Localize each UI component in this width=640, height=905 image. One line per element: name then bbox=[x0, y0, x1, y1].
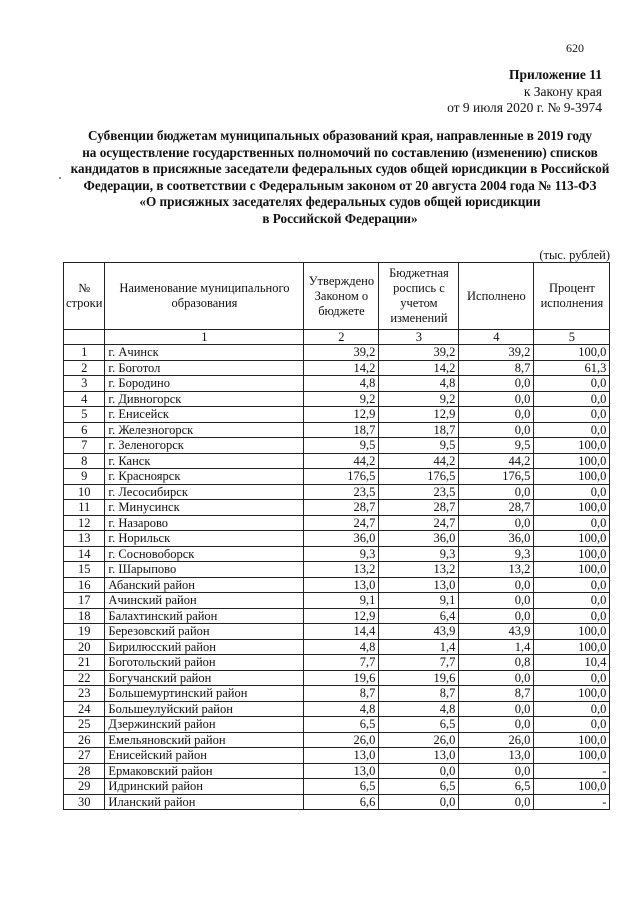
row-number: 9 bbox=[64, 469, 105, 485]
row-number: 14 bbox=[64, 546, 105, 562]
header-municipality: Наименование муниципального образования bbox=[105, 263, 304, 330]
municipality-name: г. Зеленогорск bbox=[105, 438, 304, 454]
municipality-name: г. Бородино bbox=[105, 376, 304, 392]
approved-amount: 4,8 bbox=[304, 701, 379, 717]
executed-amount: 0,0 bbox=[459, 717, 534, 733]
revised-amount: 24,7 bbox=[379, 515, 459, 531]
municipality-name: г. Норильск bbox=[105, 531, 304, 547]
row-number: 25 bbox=[64, 717, 105, 733]
column-number bbox=[64, 330, 105, 345]
municipality-name: Иланский район bbox=[105, 794, 304, 810]
approved-amount: 12,9 bbox=[304, 407, 379, 423]
executed-amount: 0,0 bbox=[459, 794, 534, 810]
executed-amount: 0,0 bbox=[459, 763, 534, 779]
row-number: 28 bbox=[64, 763, 105, 779]
execution-percent: 100,0 bbox=[534, 624, 610, 640]
municipality-name: г. Ачинск bbox=[105, 345, 304, 361]
revised-amount: 4,8 bbox=[379, 376, 459, 392]
municipality-name: Большемуртинский район bbox=[105, 686, 304, 702]
execution-percent: 100,0 bbox=[534, 453, 610, 469]
revised-amount: 6,4 bbox=[379, 608, 459, 624]
approved-amount: 13,0 bbox=[304, 577, 379, 593]
approved-amount: 9,2 bbox=[304, 391, 379, 407]
executed-amount: 6,5 bbox=[459, 779, 534, 795]
municipality-name: г. Шарыпово bbox=[105, 562, 304, 578]
approved-amount: 12,9 bbox=[304, 608, 379, 624]
row-number: 17 bbox=[64, 593, 105, 609]
execution-percent: 10,4 bbox=[534, 655, 610, 671]
row-number: 19 bbox=[64, 624, 105, 640]
approved-amount: 13,0 bbox=[304, 748, 379, 764]
revised-amount: 23,5 bbox=[379, 484, 459, 500]
row-number: 15 bbox=[64, 562, 105, 578]
municipality-name: Енисейский район bbox=[105, 748, 304, 764]
executed-amount: 8,7 bbox=[459, 686, 534, 702]
table-row bbox=[64, 345, 610, 361]
revised-amount: 28,7 bbox=[379, 500, 459, 516]
revised-amount: 13,0 bbox=[379, 577, 459, 593]
revised-amount: 13,0 bbox=[379, 748, 459, 764]
table-row bbox=[64, 779, 610, 795]
header-executed: Исполнено bbox=[459, 263, 534, 330]
page-number: 620 bbox=[566, 41, 584, 55]
executed-amount: 1,4 bbox=[459, 639, 534, 655]
header-approved: Утверждено Законом о бюджете bbox=[304, 263, 379, 330]
approved-amount: 4,8 bbox=[304, 376, 379, 392]
revised-amount: 12,9 bbox=[379, 407, 459, 423]
execution-percent: - bbox=[534, 794, 610, 810]
revised-amount: 39,2 bbox=[379, 345, 459, 361]
appendix-block bbox=[447, 67, 602, 117]
execution-percent: 0,0 bbox=[534, 717, 610, 733]
table-row bbox=[64, 763, 610, 779]
revised-amount: 0,0 bbox=[379, 794, 459, 810]
executed-amount: 0,0 bbox=[459, 701, 534, 717]
subventions-table bbox=[63, 262, 610, 810]
table-row bbox=[64, 438, 610, 454]
approved-amount: 36,0 bbox=[304, 531, 379, 547]
title-line: на осуществление государственных полномочий по составлению (изменению) списков bbox=[82, 144, 598, 160]
execution-percent: 0,0 bbox=[534, 593, 610, 609]
table-row bbox=[64, 531, 610, 547]
revised-amount: 43,9 bbox=[379, 624, 459, 640]
approved-amount: 19,6 bbox=[304, 670, 379, 686]
execution-percent: 0,0 bbox=[534, 484, 610, 500]
municipality-name: Дзержинский район bbox=[105, 717, 304, 733]
appendix-title: Приложение 11 bbox=[508, 67, 602, 82]
executed-amount: 0,0 bbox=[459, 391, 534, 407]
municipality-name: Идринский район bbox=[105, 779, 304, 795]
approved-amount: 23,5 bbox=[304, 484, 379, 500]
table-row bbox=[64, 608, 610, 624]
executed-amount: 0,0 bbox=[459, 577, 534, 593]
table-row bbox=[64, 407, 610, 423]
revised-amount: 26,0 bbox=[379, 732, 459, 748]
execution-percent: 100,0 bbox=[534, 345, 610, 361]
table-row bbox=[64, 686, 610, 702]
row-number: 12 bbox=[64, 515, 105, 531]
table-body bbox=[64, 345, 610, 810]
approved-amount: 14,4 bbox=[304, 624, 379, 640]
executed-amount: 176,5 bbox=[459, 469, 534, 485]
table-row bbox=[64, 717, 610, 733]
approved-amount: 28,7 bbox=[304, 500, 379, 516]
execution-percent: 100,0 bbox=[534, 639, 610, 655]
table-header-row bbox=[64, 263, 610, 330]
revised-amount: 0,0 bbox=[379, 763, 459, 779]
execution-percent: 100,0 bbox=[534, 500, 610, 516]
execution-percent: 0,0 bbox=[534, 701, 610, 717]
executed-amount: 39,2 bbox=[459, 345, 534, 361]
table-row bbox=[64, 515, 610, 531]
column-number: 3 bbox=[379, 330, 459, 345]
title-line: Субвенции бюджетам муниципальных образований края, направленные в 2019 году bbox=[88, 128, 592, 143]
execution-percent: 100,0 bbox=[534, 438, 610, 454]
approved-amount: 39,2 bbox=[304, 345, 379, 361]
title-line: Федерации, в соответствии с Федеральным законом от 20 августа 2004 года № 113-ФЗ bbox=[83, 177, 597, 193]
revised-amount: 176,5 bbox=[379, 469, 459, 485]
revised-amount: 36,0 bbox=[379, 531, 459, 547]
municipality-name: Богучанский район bbox=[105, 670, 304, 686]
table-row bbox=[64, 546, 610, 562]
revised-amount: 9,3 bbox=[379, 546, 459, 562]
revised-amount: 18,7 bbox=[379, 422, 459, 438]
revised-amount: 13,2 bbox=[379, 562, 459, 578]
municipality-name: г. Минусинск bbox=[105, 500, 304, 516]
table-row bbox=[64, 701, 610, 717]
approved-amount: 9,3 bbox=[304, 546, 379, 562]
execution-percent: 100,0 bbox=[534, 469, 610, 485]
revised-amount: 6,5 bbox=[379, 779, 459, 795]
row-number: 27 bbox=[64, 748, 105, 764]
approved-amount: 24,7 bbox=[304, 515, 379, 531]
execution-percent: 0,0 bbox=[534, 577, 610, 593]
column-number: 2 bbox=[304, 330, 379, 345]
revised-amount: 9,2 bbox=[379, 391, 459, 407]
execution-percent: 0,0 bbox=[534, 515, 610, 531]
row-number: 23 bbox=[64, 686, 105, 702]
approved-amount: 6,5 bbox=[304, 717, 379, 733]
column-number: 4 bbox=[459, 330, 534, 345]
table-row bbox=[64, 794, 610, 810]
row-number: 16 bbox=[64, 577, 105, 593]
table-row bbox=[64, 484, 610, 500]
approved-amount: 9,1 bbox=[304, 593, 379, 609]
municipality-name: г. Железногорск bbox=[105, 422, 304, 438]
approved-amount: 176,5 bbox=[304, 469, 379, 485]
table-row bbox=[64, 577, 610, 593]
row-number: 30 bbox=[64, 794, 105, 810]
table-row bbox=[64, 360, 610, 376]
table-row bbox=[64, 639, 610, 655]
approved-amount: 13,0 bbox=[304, 763, 379, 779]
approved-amount: 26,0 bbox=[304, 732, 379, 748]
row-number: 6 bbox=[64, 422, 105, 438]
document-title bbox=[60, 128, 620, 228]
approved-amount: 7,7 bbox=[304, 655, 379, 671]
execution-percent: 0,0 bbox=[534, 422, 610, 438]
municipality-name: г. Красноярск bbox=[105, 469, 304, 485]
row-number: 7 bbox=[64, 438, 105, 454]
row-number: 24 bbox=[64, 701, 105, 717]
execution-percent: 0,0 bbox=[534, 376, 610, 392]
approved-amount: 18,7 bbox=[304, 422, 379, 438]
execution-percent: 100,0 bbox=[534, 748, 610, 764]
executed-amount: 0,0 bbox=[459, 608, 534, 624]
executed-amount: 0,0 bbox=[459, 484, 534, 500]
municipality-name: Ермаковский район bbox=[105, 763, 304, 779]
header-percent: Процент исполнения bbox=[534, 263, 610, 330]
table-row bbox=[64, 670, 610, 686]
execution-percent: - bbox=[534, 763, 610, 779]
municipality-name: Большеулуйский район bbox=[105, 701, 304, 717]
row-number: 22 bbox=[64, 670, 105, 686]
row-number: 4 bbox=[64, 391, 105, 407]
executed-amount: 0,0 bbox=[459, 407, 534, 423]
approved-amount: 8,7 bbox=[304, 686, 379, 702]
table-row bbox=[64, 593, 610, 609]
executed-amount: 8,7 bbox=[459, 360, 534, 376]
executed-amount: 0,0 bbox=[459, 670, 534, 686]
revised-amount: 19,6 bbox=[379, 670, 459, 686]
table-row bbox=[64, 469, 610, 485]
municipality-name: Ачинский район bbox=[105, 593, 304, 609]
row-number: 1 bbox=[64, 345, 105, 361]
executed-amount: 13,2 bbox=[459, 562, 534, 578]
execution-percent: 100,0 bbox=[534, 562, 610, 578]
row-number: 13 bbox=[64, 531, 105, 547]
executed-amount: 0,0 bbox=[459, 376, 534, 392]
execution-percent: 100,0 bbox=[534, 779, 610, 795]
municipality-name: г. Лесосибирск bbox=[105, 484, 304, 500]
row-number: 2 bbox=[64, 360, 105, 376]
row-number: 3 bbox=[64, 376, 105, 392]
row-number: 11 bbox=[64, 500, 105, 516]
approved-amount: 9,5 bbox=[304, 438, 379, 454]
execution-percent: 0,0 bbox=[534, 391, 610, 407]
executed-amount: 0,0 bbox=[459, 593, 534, 609]
executed-amount: 9,3 bbox=[459, 546, 534, 562]
column-number: 1 bbox=[105, 330, 304, 345]
execution-percent: 0,0 bbox=[534, 670, 610, 686]
row-number: 29 bbox=[64, 779, 105, 795]
municipality-name: г. Назарово bbox=[105, 515, 304, 531]
revised-amount: 9,1 bbox=[379, 593, 459, 609]
row-number: 10 bbox=[64, 484, 105, 500]
revised-amount: 44,2 bbox=[379, 453, 459, 469]
revised-amount: 7,7 bbox=[379, 655, 459, 671]
table-row bbox=[64, 655, 610, 671]
row-number: 20 bbox=[64, 639, 105, 655]
revised-amount: 9,5 bbox=[379, 438, 459, 454]
table-row bbox=[64, 500, 610, 516]
header-row-number: № строки bbox=[64, 263, 105, 330]
municipality-name: г. Дивногорск bbox=[105, 391, 304, 407]
municipality-name: Березовский район bbox=[105, 624, 304, 640]
table-row bbox=[64, 391, 610, 407]
execution-percent: 100,0 bbox=[534, 732, 610, 748]
execution-percent: 100,0 bbox=[534, 686, 610, 702]
revised-amount: 8,7 bbox=[379, 686, 459, 702]
execution-percent: 100,0 bbox=[534, 546, 610, 562]
row-number: 8 bbox=[64, 453, 105, 469]
executed-amount: 0,0 bbox=[459, 422, 534, 438]
executed-amount: 28,7 bbox=[459, 500, 534, 516]
approved-amount: 6,5 bbox=[304, 779, 379, 795]
revised-amount: 14,2 bbox=[379, 360, 459, 376]
execution-percent: 61,3 bbox=[534, 360, 610, 376]
appendix-date-number: от 9 июля 2020 г. № 9-3974 bbox=[447, 100, 602, 115]
executed-amount: 9,5 bbox=[459, 438, 534, 454]
approved-amount: 4,8 bbox=[304, 639, 379, 655]
executed-amount: 26,0 bbox=[459, 732, 534, 748]
municipality-name: Емельяновский район bbox=[105, 732, 304, 748]
revised-amount: 6,5 bbox=[379, 717, 459, 733]
execution-percent: 100,0 bbox=[534, 531, 610, 547]
executed-amount: 36,0 bbox=[459, 531, 534, 547]
municipality-name: Бирилюсский район bbox=[105, 639, 304, 655]
row-number: 21 bbox=[64, 655, 105, 671]
revised-amount: 4,8 bbox=[379, 701, 459, 717]
table-row bbox=[64, 748, 610, 764]
table-row bbox=[64, 624, 610, 640]
municipality-name: Боготольский район bbox=[105, 655, 304, 671]
row-number: 5 bbox=[64, 407, 105, 423]
approved-amount: 14,2 bbox=[304, 360, 379, 376]
approved-amount: 13,2 bbox=[304, 562, 379, 578]
title-line: в Российской Федерации» bbox=[262, 210, 418, 226]
table-row bbox=[64, 376, 610, 392]
row-number: 26 bbox=[64, 732, 105, 748]
municipality-name: г. Енисейск bbox=[105, 407, 304, 423]
executed-amount: 44,2 bbox=[459, 453, 534, 469]
row-number: 18 bbox=[64, 608, 105, 624]
municipality-name: г. Канск bbox=[105, 453, 304, 469]
municipality-name: г. Боготол bbox=[105, 360, 304, 376]
title-line: кандидатов в присяжные заседатели федеральных судов общей юрисдикции в Российской bbox=[70, 161, 610, 177]
column-number-row bbox=[64, 330, 610, 345]
column-number: 5 bbox=[534, 330, 610, 345]
approved-amount: 44,2 bbox=[304, 453, 379, 469]
table-row bbox=[64, 562, 610, 578]
executed-amount: 0,8 bbox=[459, 655, 534, 671]
municipality-name: г. Сосновоборск bbox=[105, 546, 304, 562]
municipality-name: Балахтинский район bbox=[105, 608, 304, 624]
header-revised: Бюджетная роспись с учетом изменений bbox=[379, 263, 459, 330]
municipality-name: Абанский район bbox=[105, 577, 304, 593]
execution-percent: 0,0 bbox=[534, 407, 610, 423]
revised-amount: 1,4 bbox=[379, 639, 459, 655]
title-line: «О присяжных заседателях федеральных судов общей юрисдикции bbox=[139, 194, 541, 210]
executed-amount: 13,0 bbox=[459, 748, 534, 764]
appendix-law-ref: к Закону края bbox=[523, 83, 602, 99]
execution-percent: 0,0 bbox=[534, 608, 610, 624]
approved-amount: 6,6 bbox=[304, 794, 379, 810]
executed-amount: 0,0 bbox=[459, 515, 534, 531]
executed-amount: 43,9 bbox=[459, 624, 534, 640]
table-row bbox=[64, 453, 610, 469]
table-row bbox=[64, 422, 610, 438]
table-row bbox=[64, 732, 610, 748]
units-label: (тыс. рублей) bbox=[539, 248, 610, 262]
